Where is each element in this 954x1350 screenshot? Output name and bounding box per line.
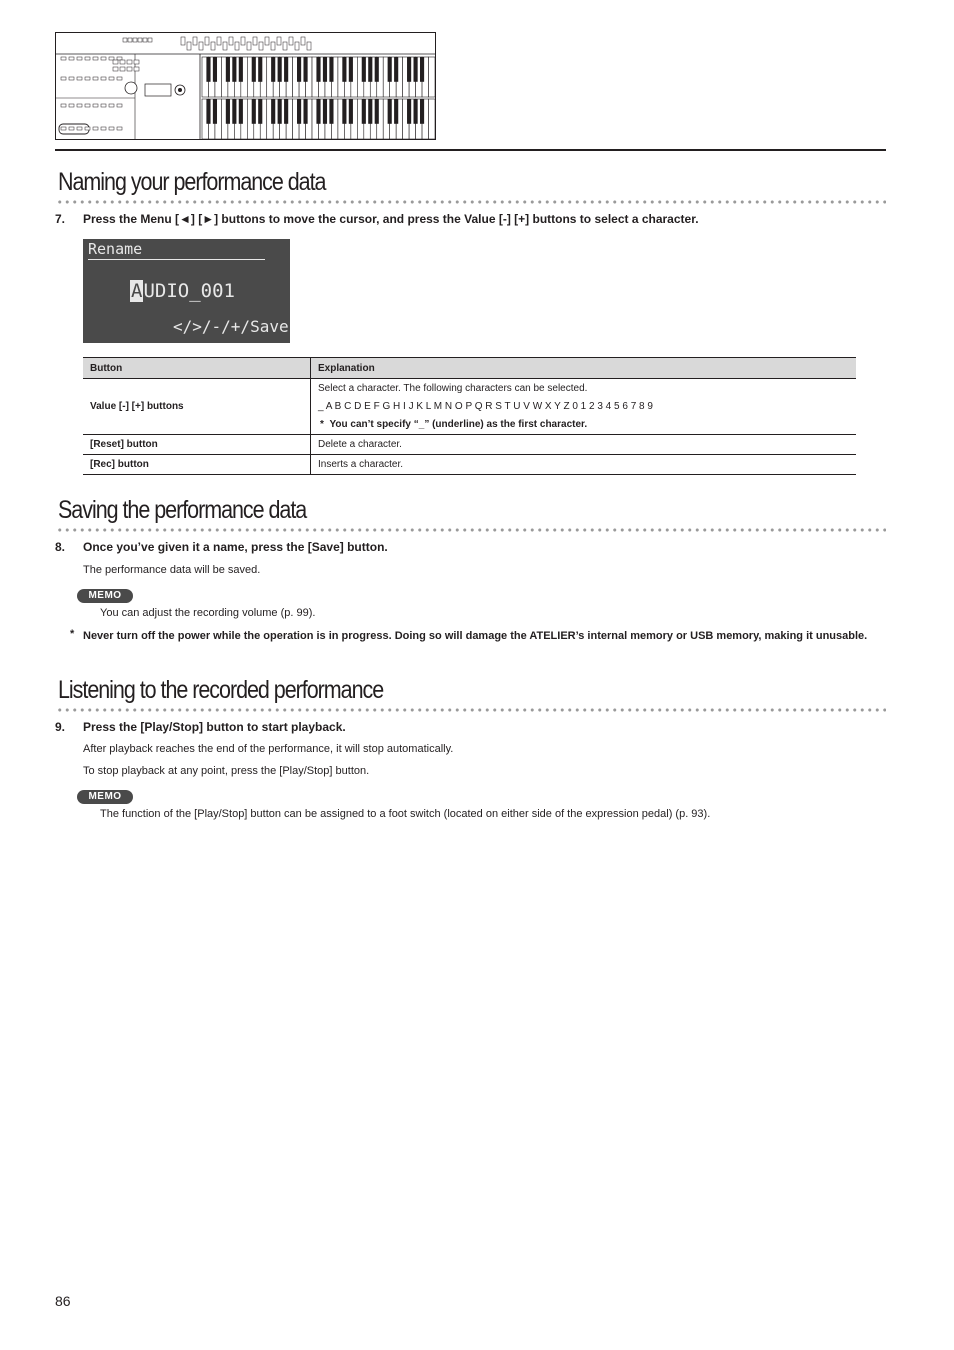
panel-button: [134, 67, 139, 71]
memo-text: The function of the [Play/Stop] button can be assigned to a foot switch (located on either side of the expression pedal) (p. 93).: [100, 808, 711, 820]
table-row: [83, 379, 856, 435]
header-rule: [55, 149, 886, 151]
panel-button: [117, 104, 122, 107]
tone-tab: [181, 37, 185, 45]
panel-button: [109, 127, 114, 130]
black-key: [394, 99, 398, 124]
black-key: [297, 99, 301, 124]
black-key: [420, 57, 424, 82]
lcd-screen: [83, 239, 290, 343]
panel-button: [143, 38, 147, 42]
black-key: [232, 57, 236, 82]
table-note: [318, 416, 849, 434]
table-row: [83, 455, 856, 475]
black-key: [388, 57, 392, 82]
black-key: [388, 99, 392, 124]
warning-text: Never turn off the power while the operation is in progress. Doing so will damage the ATELIER’s internal memory or USB memory, making it unusable.: [83, 630, 868, 642]
panel-button: [61, 77, 66, 80]
panel-button: [93, 127, 98, 130]
panel-button: [85, 57, 90, 60]
step-result: After playback reaches the end of the performance, it will stop automatically.: [83, 743, 454, 755]
panel-button: [101, 57, 106, 60]
table-cell-button: Value [-] [+] buttons: [83, 379, 311, 435]
panel-button: [117, 77, 122, 80]
table-header-explanation: Explanation: [311, 358, 857, 379]
page-number: 86: [55, 1293, 71, 1309]
panel-button: [93, 104, 98, 107]
section-heading-naming: Naming your performance data: [58, 168, 326, 196]
black-key: [414, 99, 418, 124]
panel-button: [120, 60, 125, 64]
panel-button: [85, 77, 90, 80]
table-cell-button: [Rec] button: [83, 455, 311, 475]
lower-manual-keys: [202, 99, 435, 139]
black-key: [407, 57, 411, 82]
black-key: [316, 57, 320, 82]
panel-button: [101, 127, 106, 130]
tone-tab: [265, 37, 269, 45]
panel-button: [69, 127, 74, 130]
black-key: [407, 99, 411, 124]
panel-button: [148, 38, 152, 42]
step-instruction: Press the [Play/Stop] button to start playback.: [83, 720, 346, 734]
black-key: [278, 57, 282, 82]
panel-button: [128, 38, 132, 42]
tone-tab: [235, 42, 239, 50]
panel-button: [69, 77, 74, 80]
panel-button: [109, 104, 114, 107]
black-key: [342, 57, 346, 82]
black-key: [213, 57, 217, 82]
panel-button: [69, 57, 74, 60]
panel-button: [93, 57, 98, 60]
tone-tab: [187, 42, 191, 50]
black-key: [226, 57, 230, 82]
screen-name-text: UDIO_001: [143, 280, 235, 302]
black-key: [375, 57, 379, 82]
tone-tab: [241, 37, 245, 45]
black-key: [226, 99, 230, 124]
black-key: [303, 57, 307, 82]
black-key: [414, 57, 418, 82]
white-key: [429, 99, 435, 139]
tone-tab: [289, 37, 293, 45]
black-key: [278, 99, 282, 124]
panel-button: [127, 67, 132, 71]
black-key: [323, 57, 327, 82]
panel-button: [134, 60, 139, 64]
black-key: [206, 57, 210, 82]
step-number: 8.: [55, 540, 66, 554]
explanation-line: Select a character. The following characters can be selected.: [318, 382, 588, 394]
panel-button: [109, 57, 114, 60]
panel-button: [117, 127, 122, 130]
black-key: [362, 99, 366, 124]
black-key: [258, 57, 262, 82]
black-key: [329, 57, 333, 82]
black-key: [342, 99, 346, 124]
screen-cursor-char: A: [131, 280, 143, 302]
tone-tab: [259, 42, 263, 50]
panel-button: [61, 57, 66, 60]
tone-tab: [223, 42, 227, 50]
black-key: [316, 99, 320, 124]
memo-badge: MEMO: [77, 790, 133, 804]
panel-button: [77, 77, 82, 80]
screen-footer: </>/-/+/Save: [173, 317, 289, 336]
screen-title-rule: [88, 259, 265, 260]
tone-tab: [271, 42, 275, 50]
table-header-row: [83, 358, 856, 379]
panel-button: [120, 67, 125, 71]
tone-tab: [301, 37, 305, 45]
table-cell-explanation: Inserts a character.: [311, 455, 857, 475]
black-key: [394, 57, 398, 82]
black-key: [232, 99, 236, 124]
panel-button: [69, 104, 74, 107]
section-divider: [56, 708, 886, 712]
tone-tab: [229, 37, 233, 45]
panel-button: [93, 77, 98, 80]
tone-tab: [211, 42, 215, 50]
black-key: [303, 99, 307, 124]
note-star: *: [320, 418, 324, 430]
black-key: [206, 99, 210, 124]
panel-button: [117, 57, 122, 60]
panel-button: [133, 38, 137, 42]
screen-title: Rename: [88, 240, 143, 258]
step-number: 9.: [55, 720, 66, 734]
black-key: [349, 57, 353, 82]
character-list: _ A B C D E F G H I J K L M N O P Q R S T U V W X Y Z 0 1 2 3 4 5 6 7 8 9: [318, 400, 653, 412]
black-key: [349, 99, 353, 124]
white-key: [429, 57, 435, 97]
screen-name-line: [130, 280, 235, 304]
panel-button: [101, 77, 106, 80]
step-instruction: Press the Menu [◄] [►] buttons to move the cursor, and press the Value [-] [+] buttons to select a character.: [83, 212, 699, 226]
black-key: [329, 99, 333, 124]
organ-panel-illustration: [55, 32, 436, 140]
panel-button: [123, 38, 127, 42]
tone-tab: [199, 42, 203, 50]
step-result: The performance data will be saved.: [83, 564, 261, 576]
tone-tab: [205, 37, 209, 45]
black-key: [271, 57, 275, 82]
panel-button: [138, 38, 142, 42]
panel-button: [101, 104, 106, 107]
tone-tab: [253, 37, 257, 45]
black-key: [252, 99, 256, 124]
panel-button: [127, 60, 132, 64]
button-explanation-table: [83, 357, 856, 475]
table-cell-explanation: [311, 379, 857, 435]
black-key: [297, 57, 301, 82]
section-heading-listening: Listening to the recorded performance: [58, 676, 384, 704]
tone-tab: [193, 37, 197, 45]
black-key: [368, 57, 372, 82]
step-instruction: Once you’ve given it a name, press the [Save] button.: [83, 540, 388, 554]
table-cell-button: [Reset] button: [83, 435, 311, 455]
panel-button: [85, 127, 90, 130]
black-key: [375, 99, 379, 124]
note-text: You can’t specify “_” (underline) as the first character.: [329, 418, 588, 430]
black-key: [368, 99, 372, 124]
warning-star: *: [70, 628, 75, 640]
black-key: [284, 99, 288, 124]
tone-tab: [217, 37, 221, 45]
table-header-button: Button: [83, 358, 311, 379]
upper-manual-keys: [202, 57, 435, 97]
tone-tab: [277, 37, 281, 45]
tone-tab: [247, 42, 251, 50]
memo-badge: MEMO: [77, 589, 133, 603]
tone-tab: [295, 42, 299, 50]
black-key: [239, 57, 243, 82]
black-key: [420, 99, 424, 124]
panel-button: [61, 127, 66, 130]
panel-button: [109, 77, 114, 80]
black-key: [213, 99, 217, 124]
black-key: [252, 57, 256, 82]
black-key: [271, 99, 275, 124]
black-key: [239, 99, 243, 124]
memo-text: You can adjust the recording volume (p. 99).: [100, 607, 316, 619]
step-result: To stop playback at any point, press the [Play/Stop] button.: [83, 765, 370, 777]
panel-button: [77, 57, 82, 60]
tone-tab: [283, 42, 287, 50]
panel-button: [113, 60, 118, 64]
section-heading-saving: Saving the performance data: [58, 496, 307, 524]
black-key: [284, 57, 288, 82]
panel-button: [85, 104, 90, 107]
section-divider: [56, 200, 886, 204]
step-number: 7.: [55, 212, 66, 226]
panel-button: [77, 104, 82, 107]
table-row: [83, 435, 856, 455]
section-divider: [56, 528, 886, 532]
tone-tab: [307, 42, 311, 50]
panel-button: [61, 104, 66, 107]
black-key: [323, 99, 327, 124]
table-cell-explanation: Delete a character.: [311, 435, 857, 455]
panel-button: [113, 67, 118, 71]
black-key: [258, 99, 262, 124]
black-key: [362, 57, 366, 82]
panel-button: [77, 127, 82, 130]
